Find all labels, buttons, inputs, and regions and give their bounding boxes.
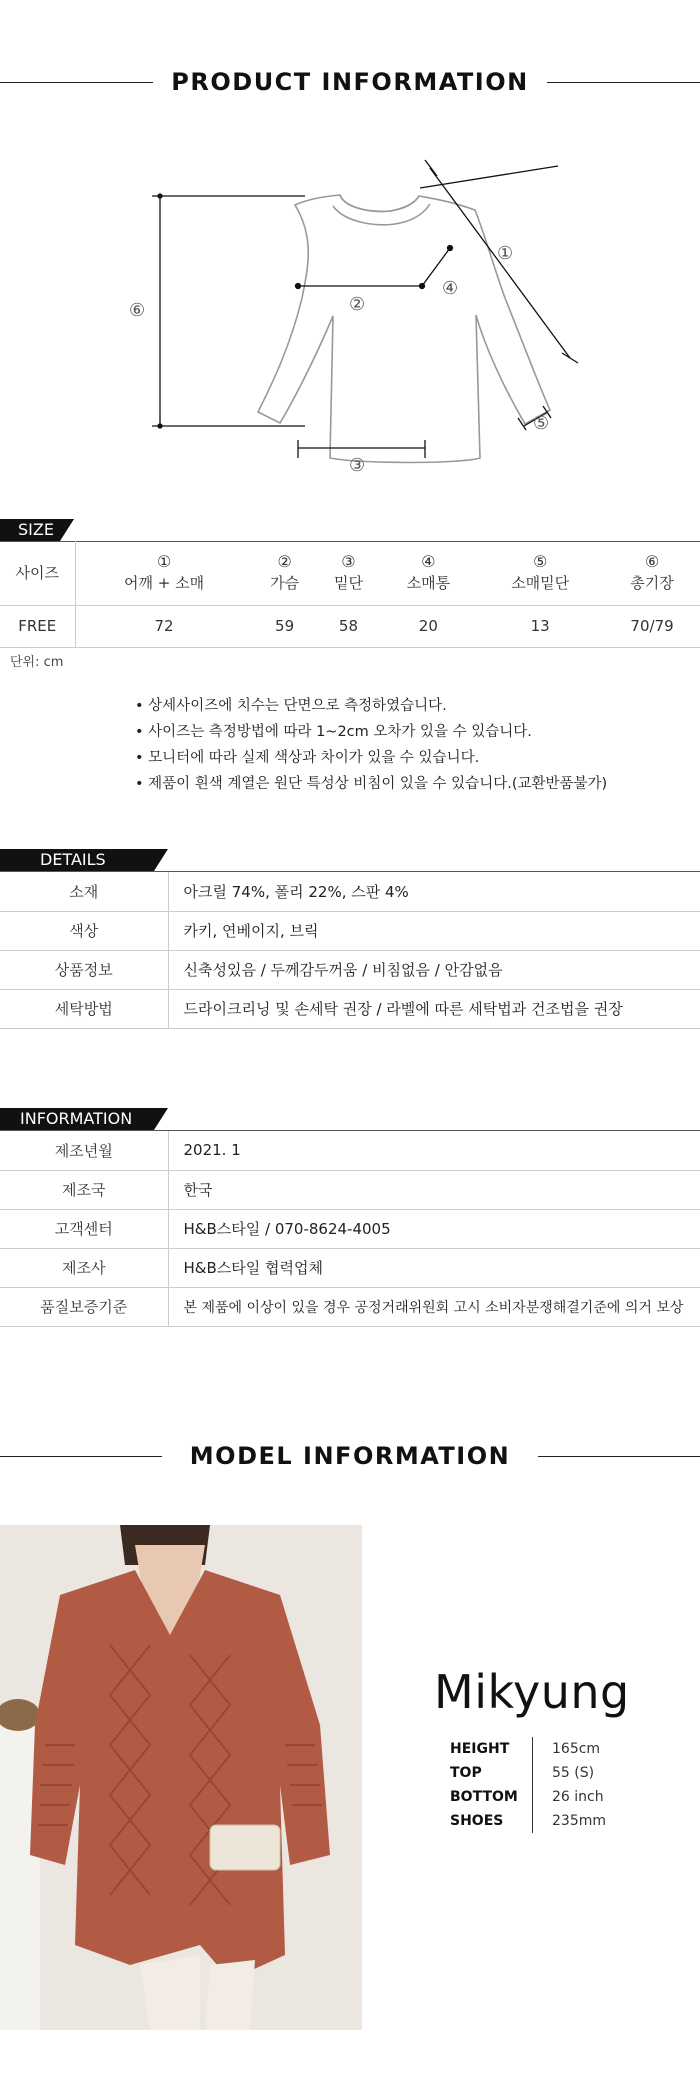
marker-1: ① [497, 243, 514, 264]
table-row [0, 541, 700, 605]
row-value: 한국 [183, 1181, 213, 1199]
divider [0, 82, 153, 83]
size-value: 58 [338, 617, 359, 635]
marker-3: ③ [349, 455, 366, 476]
divider [0, 1456, 162, 1457]
marker-2: ② [349, 294, 366, 315]
size-tag: SIZE [0, 519, 60, 541]
spec-row [450, 1785, 606, 1809]
list-item: • 상세사이즈에 치수는 단면으로 측정하였습니다. [135, 693, 607, 719]
size-value: 70/79 [630, 617, 674, 635]
row-key: 상품정보 [0, 950, 168, 989]
divider [547, 82, 700, 83]
information-table [0, 1131, 700, 1327]
size-value: 13 [530, 617, 550, 635]
section-title: PRODUCT INFORMATION [171, 68, 529, 96]
size-value: 59 [275, 617, 295, 635]
size-table [0, 541, 700, 648]
information-tag: INFORMATION [0, 1108, 154, 1130]
table-row [0, 1248, 700, 1287]
size-col: ⑥ 총기장 [630, 552, 674, 593]
spec-row [450, 1761, 606, 1785]
row-key: 품질보증기준 [0, 1287, 168, 1326]
row-value: 본 제품에 이상이 있을 경우 공정거래위원회 고시 소비자분쟁해결기준에 의거 보상 [183, 1299, 684, 1316]
model-photo [0, 1525, 362, 2030]
spec-key: BOTTOM [450, 1789, 518, 1805]
spec-value: 165cm [532, 1737, 600, 1761]
spec-key: TOP [450, 1765, 482, 1781]
size-col: ⑤ 소매밑단 [511, 552, 570, 593]
list-item: • 제품이 흰색 계열은 원단 특성상 비침이 있을 수 있습니다.(교환반품불가) [135, 771, 607, 797]
sweater-size-diagram [130, 148, 590, 483]
size-value: 72 [154, 617, 174, 635]
size-value: 20 [418, 617, 438, 635]
row-key: 제조사 [0, 1248, 168, 1287]
row-value: H&B스타일 / 070-8624-4005 [183, 1220, 391, 1238]
list-item: • 사이즈는 측정방법에 따라 1~2cm 오차가 있을 수 있습니다. [135, 719, 607, 745]
table-row [0, 1287, 700, 1326]
model-specs [450, 1737, 606, 1833]
row-value: 카키, 연베이지, 브릭 [183, 922, 319, 940]
divider [538, 1456, 700, 1457]
unit-label: 단위: cm [10, 655, 64, 670]
spec-value: 235mm [532, 1809, 606, 1833]
spec-value: 26 inch [532, 1785, 604, 1809]
row-value: 2021. 1 [183, 1141, 241, 1160]
spec-value: 55 (S) [532, 1761, 594, 1785]
table-row [0, 989, 700, 1028]
table-row [0, 1131, 700, 1170]
notes-list [135, 693, 607, 797]
row-value: H&B스타일 협력업체 [183, 1259, 323, 1277]
spec-row [450, 1737, 606, 1761]
table-row [0, 872, 700, 911]
marker-5: ⑤ [533, 413, 550, 434]
section-title: MODEL INFORMATION [189, 1442, 511, 1470]
row-value: 신축성있음 / 두께감두꺼움 / 비침없음 / 안감없음 [183, 961, 503, 979]
row-value: 드라이크리닝 및 손세탁 권장 / 라벨에 따른 세탁법과 건조법을 권장 [183, 1000, 623, 1018]
row-key: 세탁방법 [0, 989, 168, 1028]
size-col: ② 가슴 [270, 552, 300, 593]
row-key: 소재 [0, 872, 168, 911]
spec-key: SHOES [450, 1813, 504, 1829]
size-header-label: 사이즈 [0, 541, 75, 605]
row-key: 제조년월 [0, 1131, 168, 1170]
marker-6: ⑥ [129, 300, 146, 321]
marker-4: ④ [442, 278, 459, 299]
row-key: 고객센터 [0, 1209, 168, 1248]
row-key: 색상 [0, 911, 168, 950]
spec-row [450, 1809, 606, 1833]
size-row-label: FREE [0, 605, 75, 647]
model-info-header [0, 1442, 700, 1470]
size-col: ④ 소매통 [406, 552, 451, 593]
row-key: 제조국 [0, 1170, 168, 1209]
table-row [0, 605, 700, 647]
size-col: ① 어깨 + 소매 [124, 552, 205, 593]
table-row [0, 1209, 700, 1248]
spec-key: HEIGHT [450, 1741, 510, 1757]
model-name: Mikyung [434, 1665, 630, 1719]
product-info-header [0, 68, 700, 96]
list-item: • 모니터에 따라 실제 색상과 차이가 있을 수 있습니다. [135, 745, 607, 771]
details-tag: DETAILS [0, 849, 154, 871]
table-row [0, 1170, 700, 1209]
size-col: ③ 밑단 [333, 552, 363, 593]
table-row [0, 911, 700, 950]
table-row [0, 950, 700, 989]
row-value: 아크릴 74%, 폴리 22%, 스판 4% [183, 882, 409, 901]
details-table [0, 872, 700, 1029]
